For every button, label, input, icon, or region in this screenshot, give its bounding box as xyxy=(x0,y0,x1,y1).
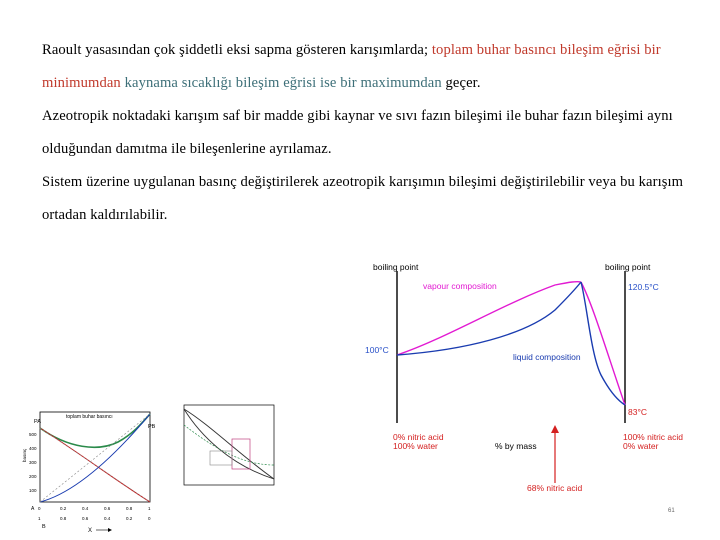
temp-inner-box xyxy=(210,451,232,465)
y-axis-label: basınç xyxy=(22,448,27,462)
p1-seg2-highlight: toplam buhar basıncı bileşim eğrisi bir minimumdan xyxy=(42,42,661,91)
page-number: 61 xyxy=(668,508,675,514)
text-block xyxy=(42,34,692,232)
azeotrope-arrow-head xyxy=(551,425,559,433)
corner-a-label: A xyxy=(31,506,35,512)
p1-seg5: geçer. xyxy=(441,75,481,91)
temperature-figure xyxy=(170,395,280,505)
mid-bottom-label: % by mass xyxy=(495,441,537,451)
x-tick-2: 0.4 xyxy=(82,506,89,511)
left-bottom-label-1: 0% nitric acid xyxy=(393,432,444,442)
paragraph-3: Sistem üzerine uygulanan basınç değiştirilerek azeotropik karışımın bileşimi değiştirilebilir veya bu karışım ortadan kaldırılabilir. xyxy=(42,174,684,223)
y-tick-400: 400 xyxy=(29,446,37,451)
pressure-figure xyxy=(18,392,178,534)
x2-tick-3: 0.4 xyxy=(104,516,111,521)
p1-seg4-highlight: kaynama sıcaklığı bileşim eğrisi ise bir maximumdan xyxy=(124,75,442,91)
y-tick-100: 100 xyxy=(29,488,37,493)
left-axis-label: boiling point xyxy=(373,262,419,272)
x-tick-0: 0 xyxy=(38,506,41,511)
vapour-curve-right xyxy=(581,282,625,405)
vapour-label: vapour composition xyxy=(423,281,497,291)
azeotrope-label: 68% nitric acid xyxy=(527,483,583,493)
max-temp-label: 120.5°C xyxy=(628,282,659,292)
x-tick-4: 0.8 xyxy=(126,506,133,511)
right-bottom-label-2: 0% water xyxy=(623,441,659,451)
corner-b-label: B xyxy=(42,524,46,530)
p1-seg1: Raoult yasasından çok şiddetli eksi sapma gösteren karışımlarda; xyxy=(42,42,432,58)
temperature-svg xyxy=(170,395,280,505)
right-bottom-label-1: 100% nitric acid xyxy=(623,432,684,442)
paragraph-1 xyxy=(42,34,692,100)
x-axis-label: X xyxy=(88,528,93,534)
x-tick-5: 1 xyxy=(148,506,151,511)
y-tick-500: 500 xyxy=(29,432,37,437)
x2-tick-0: 1 xyxy=(38,516,41,521)
y-tick-300: 300 xyxy=(29,460,37,465)
paragraph-2: Azeotropik noktadaki karışım saf bir madde gibi kaynar ve sıvı fazın bileşimi ile buhar fazın bileşimi aynı olduğundan damıtma ile bileşenlerine ayrılamaz. xyxy=(42,108,673,157)
temp-plot-frame xyxy=(184,405,274,485)
left-temp-label: 100°C xyxy=(365,345,389,355)
right-axis-label: boiling point xyxy=(605,262,651,272)
left-bottom-label-2: 100% water xyxy=(393,441,438,451)
right-temp-label: 83°C xyxy=(628,407,647,417)
pa-label: PA xyxy=(34,419,41,425)
x2-tick-4: 0.2 xyxy=(126,516,133,521)
x-arrow-head xyxy=(108,528,112,532)
x2-tick-2: 0.6 xyxy=(82,516,89,521)
azeotrope-figure xyxy=(355,255,695,495)
vapour-curve xyxy=(397,282,581,355)
x-tick-1: 0.2 xyxy=(60,506,67,511)
temp-upper-curve xyxy=(184,409,274,479)
pb-label: PB xyxy=(148,424,156,430)
y-tick-200: 200 xyxy=(29,474,37,479)
x2-tick-5: 0 xyxy=(148,516,151,521)
pb-ideal-line xyxy=(40,414,150,502)
liquid-label: liquid composition xyxy=(513,352,581,362)
x-tick-3: 0.6 xyxy=(104,506,111,511)
pressure-title: toplam buhar basıncı xyxy=(66,414,113,420)
pressure-svg xyxy=(18,392,178,534)
x2-tick-1: 0.8 xyxy=(60,516,67,521)
temp-dashed-curve xyxy=(184,425,274,465)
azeotrope-svg xyxy=(355,255,695,495)
